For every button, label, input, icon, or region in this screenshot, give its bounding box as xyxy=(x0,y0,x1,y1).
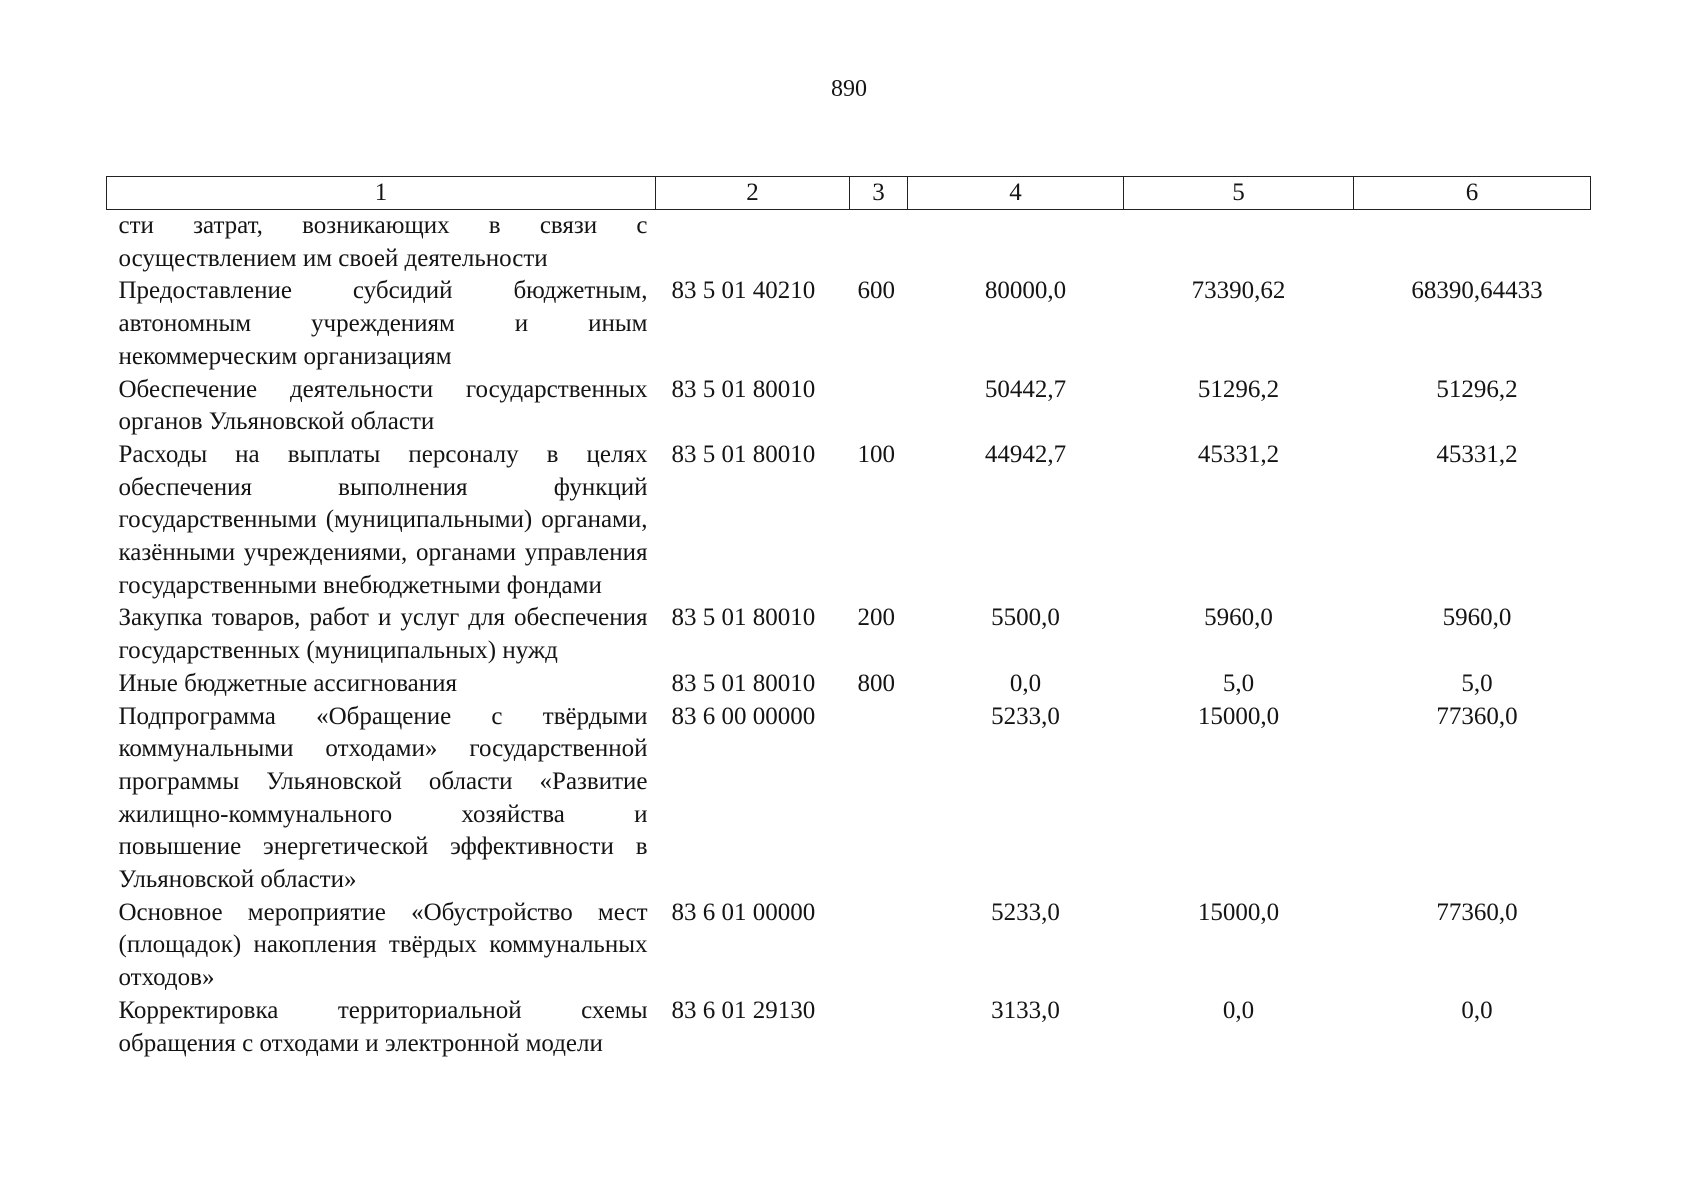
table-row xyxy=(107,602,1591,667)
row-value-col4: 5233,0 xyxy=(991,898,1060,926)
row-value-col6: 5960,0 xyxy=(1442,604,1512,632)
header-col-4: 4 xyxy=(908,177,1124,210)
row-value-col6: 5,0 xyxy=(1461,669,1493,697)
row-code: 83 6 00 00000 xyxy=(671,702,816,730)
row-expense-type xyxy=(850,210,908,276)
row-code: 83 6 01 00000 xyxy=(671,898,816,926)
row-value-col4: 5500,0 xyxy=(991,604,1060,632)
header-col-2: 2 xyxy=(656,177,850,210)
row-description: Корректировка территориальной схемы обращения с отходами и электронной модели xyxy=(118,996,648,1057)
row-expense-type xyxy=(850,995,908,1060)
header-col-1: 1 xyxy=(107,177,656,210)
row-value-col4: 5233,0 xyxy=(991,702,1060,730)
row-value-col4 xyxy=(908,210,1124,276)
row-description: Расходы на выплаты персоналу в целях обеспечения выполнения функций государственными (муниципальными) органами, казёнными учреждениями, органами управления государственными внебюджетными фондами xyxy=(118,440,648,599)
row-expense-type: 100 xyxy=(857,440,895,468)
row-description: Закупка товаров, работ и услуг для обеспечения государственных (муниципальных) нужд xyxy=(118,604,648,665)
row-code: 83 6 01 29130 xyxy=(671,996,816,1024)
row-value-col4: 0,0 xyxy=(1009,669,1042,697)
row-description: Иные бюджетные ассигнования xyxy=(118,669,458,697)
row-value-col4: 3133,0 xyxy=(991,996,1060,1024)
row-expense-type: 800 xyxy=(857,669,895,697)
page-number: 890 xyxy=(831,76,867,102)
row-expense-type: 200 xyxy=(857,604,895,632)
row-code: 83 5 01 80010 xyxy=(671,669,816,697)
table-row xyxy=(107,210,1591,276)
row-value-col6: 77360,0 xyxy=(1436,898,1518,926)
budget-table-container xyxy=(106,176,1590,1060)
row-value-col4: 44942,7 xyxy=(984,440,1067,468)
row-value-col6: 0,0 xyxy=(1461,996,1493,1024)
row-code xyxy=(656,210,850,276)
row-value-col4: 80000,0 xyxy=(984,277,1067,305)
row-description: Основное мероприятие «Обустройство мест (площадок) накопления твёрдых коммунальных отходов» xyxy=(118,898,648,992)
row-value-col6: 51296,2 xyxy=(1436,375,1518,403)
row-value-col5: 73390,62 xyxy=(1191,277,1286,305)
row-value-col5: 45331,2 xyxy=(1197,440,1280,468)
row-value-col6: 77360,0 xyxy=(1436,702,1518,730)
row-expense-type xyxy=(850,374,908,439)
row-value-col5: 0,0 xyxy=(1222,996,1255,1024)
table-row xyxy=(107,668,1591,701)
row-description: Подпрограмма «Обращение с твёрдыми коммунальными отходами» государственной программы Ульяновской области «Развитие жилищно-коммунального хозяйства и повышение энергетической эффективности в Ульяновской области» xyxy=(118,702,648,894)
table-header-row xyxy=(107,177,1591,210)
table-row xyxy=(107,275,1591,373)
table-row xyxy=(107,701,1591,897)
row-value-col6: 68390,64433 xyxy=(1411,277,1543,305)
row-code: 83 5 01 80010 xyxy=(671,440,816,468)
row-code: 83 5 01 80010 xyxy=(671,375,816,403)
row-value-col5: 15000,0 xyxy=(1197,898,1280,926)
row-expense-type: 600 xyxy=(857,277,895,305)
row-value-col4: 50442,7 xyxy=(984,375,1067,403)
row-value-col6 xyxy=(1354,210,1591,276)
header-col-5: 5 xyxy=(1124,177,1354,210)
row-expense-type xyxy=(850,897,908,995)
row-description: Предоставление субсидий бюджетным, автономным учреждениям и иным некоммерческим организациям xyxy=(118,277,648,370)
row-value-col5: 5960,0 xyxy=(1204,604,1273,632)
row-description: сти затрат, возникающих в связи с осуществлением им своей деятельности xyxy=(118,212,648,272)
row-description: Обеспечение деятельности государственных органов Ульяновской области xyxy=(118,375,648,436)
row-value-col5: 5,0 xyxy=(1222,669,1255,697)
row-value-col5 xyxy=(1124,210,1354,276)
row-code: 83 5 01 40210 xyxy=(671,277,816,305)
table-row xyxy=(107,374,1591,439)
row-value-col5: 51296,2 xyxy=(1197,375,1280,403)
row-expense-type xyxy=(850,701,908,897)
table-row xyxy=(107,995,1591,1060)
header-col-3: 3 xyxy=(850,177,908,210)
budget-table xyxy=(106,176,1591,1060)
table-row xyxy=(107,897,1591,995)
table-row xyxy=(107,439,1591,603)
row-code: 83 5 01 80010 xyxy=(671,604,816,632)
row-value-col6: 45331,2 xyxy=(1436,440,1518,468)
row-value-col5: 15000,0 xyxy=(1197,702,1280,730)
header-col-6: 6 xyxy=(1354,177,1591,210)
